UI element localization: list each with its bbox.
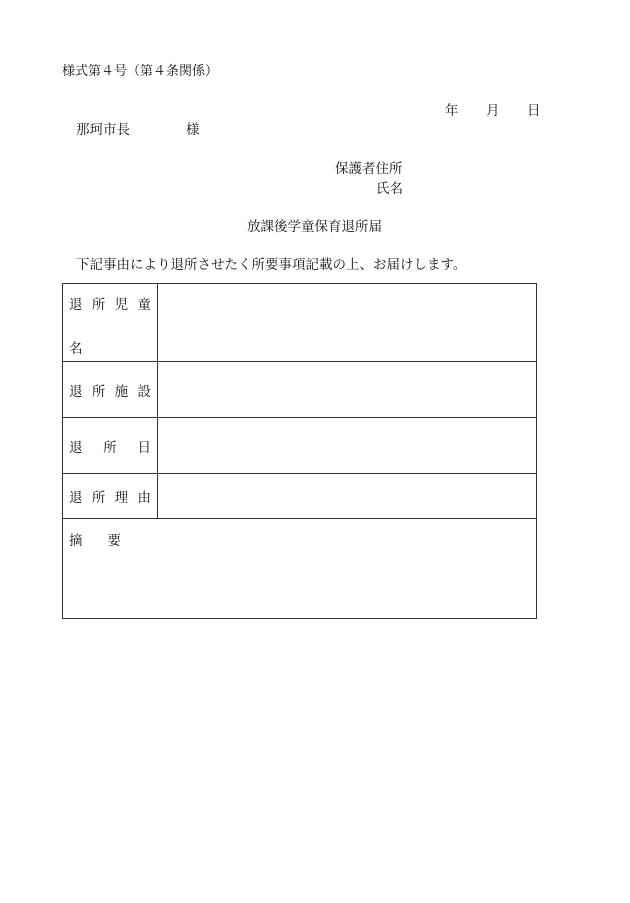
withdrawal-date-field[interactable]	[158, 418, 537, 474]
reason-field[interactable]	[158, 474, 537, 519]
reason-label: 退 所 理 由	[69, 490, 151, 506]
date-day-label: 日	[527, 103, 541, 119]
date-year-label: 年	[445, 103, 459, 119]
reason-label-cell	[63, 474, 158, 519]
child-name-label-line1: 退 所 児 童	[69, 297, 151, 313]
table-row	[63, 284, 537, 362]
form-number: 様式第４号（第４条関係）	[62, 64, 219, 79]
remarks-label: 摘 要	[69, 533, 121, 549]
child-name-label-cell	[63, 284, 158, 362]
table-row	[63, 362, 537, 418]
child-name-label-line2: 名	[69, 341, 83, 357]
table-row	[63, 474, 537, 519]
addressee-honorific: 様	[186, 122, 200, 138]
guardian-address-label: 保護者住所	[335, 161, 403, 177]
intro-text: 下記事由により退所させたく所要事項記載の上、お届けします。	[76, 257, 467, 273]
facility-field[interactable]	[158, 362, 537, 418]
table-row	[63, 418, 537, 474]
form-table	[62, 283, 537, 619]
addressee-name: 那珂市長	[76, 122, 130, 138]
table-row	[63, 519, 537, 619]
facility-label-cell	[63, 362, 158, 418]
child-name-field[interactable]	[158, 284, 537, 362]
withdrawal-date-label: 退 所 日	[69, 439, 151, 456]
form-title: 放課後学童保育退所届	[247, 219, 382, 235]
withdrawal-date-label-cell	[63, 418, 158, 474]
guardian-name-label: 氏名	[376, 181, 403, 197]
remarks-cell[interactable]	[63, 519, 537, 619]
facility-label: 退 所 施 設	[69, 383, 151, 400]
date-month-label: 月	[486, 103, 500, 119]
